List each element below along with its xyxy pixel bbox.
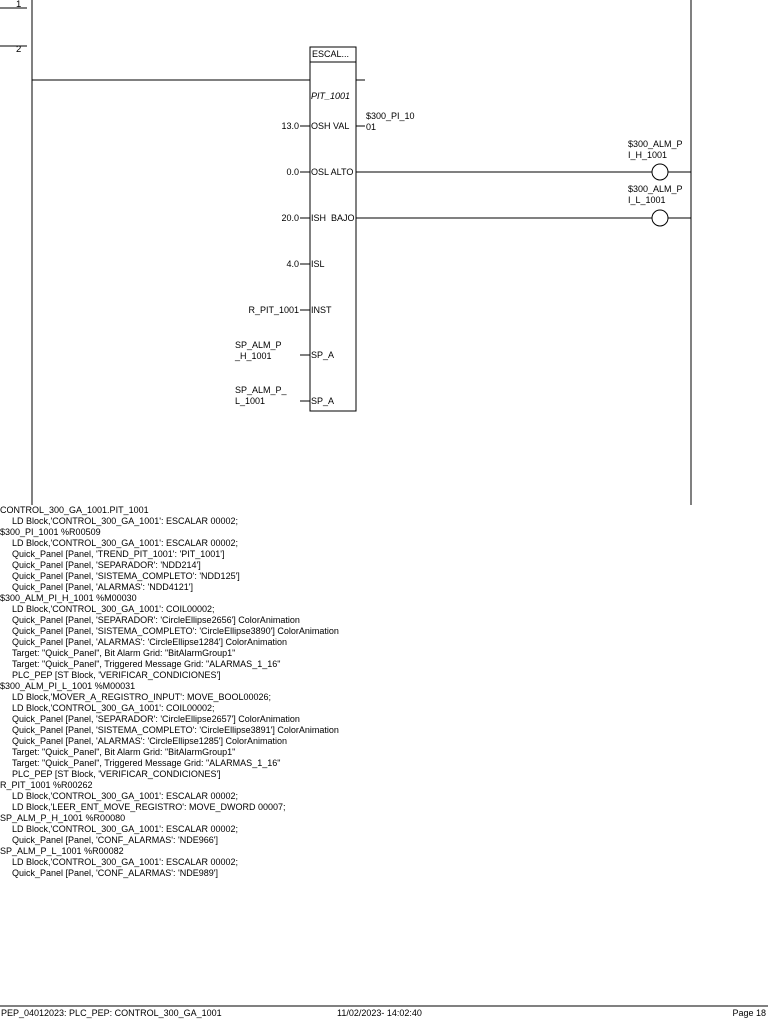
xref-usage-line: LD Block,'CONTROL_300_GA_1001': ESCALAR 00002; xyxy=(12,824,239,834)
footer-project: PEP_04012023: PLC_PEP: CONTROL_300_GA_1001 xyxy=(1,1008,222,1018)
xref-usage-line: Target: "Quick_Panel", Triggered Message Grid: "ALARMAS_1_16" xyxy=(12,758,281,768)
xref-variable-line: SP_ALM_P_H_1001 %R00080 xyxy=(0,813,126,823)
xref-usage-line: Quick_Panel [Panel, 'SISTEMA_COMPLETO': 'CircleEllipse3891'] ColorAnimation xyxy=(12,725,339,735)
xref-usage-line: PLC_PEP [ST Block, 'VERIFICAR_CONDICIONES'] xyxy=(12,670,221,680)
xref-usage-line: LD Block,'CONTROL_300_GA_1001': COIL00002; xyxy=(12,604,215,614)
coil-label-h: $300_ALM_P I_H_1001 xyxy=(628,139,683,160)
coil-h xyxy=(652,164,668,180)
xref-usage-line: LD Block,'CONTROL_300_GA_1001': ESCALAR 00002; xyxy=(12,857,239,867)
pin-ish-bajo: ISH BAJO xyxy=(311,213,355,223)
xref-usage-line: Target: "Quick_Panel", Bit Alarm Grid: "BitAlarmGroup1" xyxy=(12,648,236,658)
xref-usage-line: Quick_Panel [Panel, 'ALARMAS': 'NDD4121'] xyxy=(12,582,193,592)
input-sp-h: SP_ALM_P _H_1001 xyxy=(235,340,282,361)
xref-usage-line: Quick_Panel [Panel, 'SISTEMA_COMPLETO': 'CircleEllipse3890'] ColorAnimation xyxy=(12,626,339,636)
xref-usage-line: Quick_Panel [Panel, 'TREND_PIT_1001': 'PIT_1001'] xyxy=(12,549,225,559)
xref-usage-line: LD Block,'CONTROL_300_GA_1001': ESCALAR 00002; xyxy=(12,516,239,526)
rung-number-2: 2 xyxy=(16,44,22,55)
input-sp-l: SP_ALM_P_ L_1001 xyxy=(235,385,287,406)
xref-usage-line: Quick_Panel [Panel, 'CONF_ALARMAS': 'NDE966'] xyxy=(12,835,218,845)
block-instance: PIT_1001 xyxy=(311,91,351,101)
xref-variable-line: CONTROL_300_GA_1001.PIT_1001 xyxy=(0,505,149,515)
xref-usage-line: Quick_Panel [Panel, 'CONF_ALARMAS': 'NDE989'] xyxy=(12,868,218,878)
xref-usage-line: Target: "Quick_Panel", Triggered Message Grid: "ALARMAS_1_16" xyxy=(12,659,281,669)
xref-usage-line: LD Block,'MOVER_A_REGISTRO_INPUT': MOVE_BOOL00026; xyxy=(12,692,272,702)
pin-osl-alto: OSL ALTO xyxy=(311,167,354,177)
input-osl: 0.0 xyxy=(286,167,299,177)
xref-usage-line: Quick_Panel [Panel, 'SEPARADOR': 'CircleEllipse2657'] ColorAnimation xyxy=(12,714,300,724)
pin-inst: INST xyxy=(311,305,332,315)
xref-variable-line: SP_ALM_P_L_1001 %R00082 xyxy=(0,846,124,856)
pin-sp-a-l: SP_A xyxy=(311,396,335,406)
xref-usage-line: LD Block,'LEER_ENT_MOVE_REGISTRO': MOVE_DWORD 00007; xyxy=(12,802,286,812)
xref-usage-line: Quick_Panel [Panel, 'SEPARADOR': 'CircleEllipse2656'] ColorAnimation xyxy=(12,615,300,625)
input-osh: 13.0 xyxy=(281,121,299,131)
xref-usage-line: LD Block,'CONTROL_300_GA_1001': ESCALAR 00002; xyxy=(12,538,239,548)
xref-usage-line: LD Block,'CONTROL_300_GA_1001': COIL00002; xyxy=(12,703,215,713)
xref-usage-line: Quick_Panel [Panel, 'SISTEMA_COMPLETO': 'NDD125'] xyxy=(12,571,240,581)
coil-l xyxy=(652,210,668,226)
pin-osh-val: OSH VAL xyxy=(311,121,350,131)
xref-variable-line: R_PIT_1001 %R00262 xyxy=(0,780,93,790)
xref-usage-line: Quick_Panel [Panel, 'SEPARADOR': 'NDD214'] xyxy=(12,560,201,570)
xref-usage-line: Quick_Panel [Panel, 'ALARMAS': 'CircleEllipse1285'] ColorAnimation xyxy=(12,736,288,746)
xref-variable-line: $300_PI_1001 %R00509 xyxy=(0,527,101,537)
block-title: ESCAL... xyxy=(312,49,350,59)
xref-variable-line: $300_ALM_PI_L_1001 %M00031 xyxy=(0,681,136,691)
input-isl: 4.0 xyxy=(286,259,299,269)
pin-sp-a-h: SP_A xyxy=(311,350,335,360)
xref-usage-line: LD Block,'CONTROL_300_GA_1001': ESCALAR 00002; xyxy=(12,791,239,801)
input-inst: R_PIT_1001 xyxy=(248,305,299,315)
xref-usage-line: Quick_Panel [Panel, 'ALARMAS': 'CircleEllipse1284'] ColorAnimation xyxy=(12,637,288,647)
output-val: $300_PI_10 01 xyxy=(366,111,415,132)
coil-label-l: $300_ALM_P I_L_1001 xyxy=(628,184,683,205)
footer-timestamp: 11/02/2023- 14:02:40 xyxy=(337,1008,422,1018)
xref-usage-line: Target: "Quick_Panel", Bit Alarm Grid: "BitAlarmGroup1" xyxy=(12,747,236,757)
input-ish: 20.0 xyxy=(281,213,299,223)
rung-number-1: 1 xyxy=(16,0,22,10)
cross-reference-list xyxy=(0,505,760,879)
footer-page: Page 18 xyxy=(732,1008,766,1018)
xref-variable-line: $300_ALM_PI_H_1001 %M00030 xyxy=(0,593,137,603)
xref-usage-line: PLC_PEP [ST Block, 'VERIFICAR_CONDICIONES'] xyxy=(12,769,221,779)
pin-isl: ISL xyxy=(311,259,325,269)
